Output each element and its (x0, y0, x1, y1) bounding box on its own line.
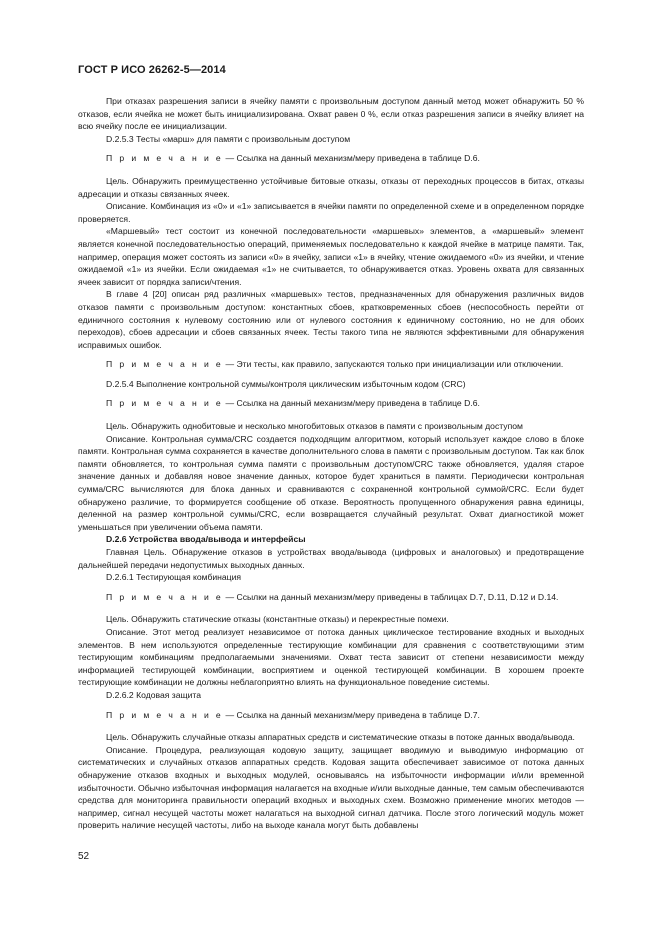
section-heading-d261: D.2.6.1 Тестирующая комбинация (106, 572, 242, 583)
paragraph: Описание. Контрольная сумма/CRC создается подходящим алгоритмом, который использует каждое слово в блоке памяти. Контрольная сумма сохраняется в качестве дополнительного слова в памяти с произвольным доступом. Так как блок памяти обновляется, то контрольная сумма памяти с произвольным доступом/CRC также обновляется, удаляя старое значение данных и добавляя новое значение данных, которое будет храниться в памяти. Периодически контрольная сумма/CRC вычисляются для блока данных и сравниваются с сохраненной контрольной суммой/CRC. Если будет обнаружено различие, то формируется сообщение об отказе. Вероятность пропущенного обнаружения равна единицы, деленной на размер контрольной суммы/CRC, если возвращается случайный результат. Охват диагностикой может уменьшаться при увеличении объема памяти. (78, 433, 584, 532)
paragraph: Описание. Процедура, реализующая кодовую защиту, защищает вводимую и выводимую информацию от систематических и случайных отказов аппаратных средств. Кодовая защита обеспечивает зависимое от потока данных обнаружение отказов входных и выходных модулей, основываясь на избыточности информации и/или временной избыточности. Обычно избыточная информация налагается на входные и/или выходные данные, тем самым обеспечиваются средства для мониторинга правильности операций входных и выходных схем. Возможно применение многих методов — например, сигнал несущей частоты может налагаться на выходной сигнал датчика. После этого логический модуль может проверить наличие несущей частоты, либо на выходе канала могут быть добавлены (78, 744, 584, 831)
note-text: — Ссылки на данный механизм/меру приведены в таблицах D.7, D.11, D.12 и D.14. (223, 591, 559, 602)
document-header: ГОСТ Р ИСО 26262-5—2014 (78, 64, 226, 76)
note-text: — Эти тесты, как правило, запускаются только при инициализации или отключении. (223, 359, 564, 370)
note-label: П р и м е ч а н и е (106, 591, 224, 602)
page-number: 52 (78, 851, 90, 862)
paragraph: При отказах разрешения записи в ячейку памяти с произвольным доступом данный метод может обнаружить 50 % отказов, если ячейка не может быть инициализирована. Охват равен 0 %, если отказ разрешения записи в ячейку влияет на всю ячейку после ее инициализации. (78, 96, 584, 132)
note (78, 152, 584, 165)
note-text: — Ссылка на данный механизм/меру приведена в таблице D.6. (223, 398, 480, 409)
note-label: П р и м е ч а н и е (106, 359, 224, 370)
section-heading-d26: D.2.6 Устройства ввода/вывода и интерфейсы (106, 534, 306, 545)
section-heading-d254: D.2.5.4 Выполнение контрольной суммы/контроля циклическим избыточным кодом (CRC) (106, 378, 466, 389)
paragraph: Главная Цель. Обнаружение отказов в устройствах ввода/вывода (цифровых и аналоговых) и предотвращение дальнейшей передачи недопустимых выходных данных. (78, 547, 584, 570)
paragraph: Цель. Обнаружить однобитовые и несколько многобитовых отказов в памяти с произвольным доступом (106, 421, 523, 432)
paragraph: В главе 4 [20] описан ряд различных «маршевых» тестов, предназначенных для обнаружения различных видов отказов памяти с произвольным доступом: константных сбоев, кратковременных сбоев (неспособность перейти от единичного состояния к нулевому состоянию или от нулевого состояния к единичному состоянию, но не для обоих переходов), сбоев адресации и сбоев связанных ячеек. Тесты такого типа не являются эффективными для обнаружения исправимых ошибок. (78, 289, 584, 350)
paragraph: Описание. Комбинация из «0» и «1» записывается в ячейки памяти по определенной схеме и в определенном порядке проверяется. (78, 201, 584, 224)
section-heading-d253: D.2.5.3 Тесты «марш» для памяти с произвольным доступом (106, 133, 351, 144)
note (78, 397, 584, 410)
note-label: П р и м е ч а н и е (106, 153, 224, 164)
note (78, 591, 584, 604)
paragraph: Цель. Обнаружить статические отказы (константные отказы) и перекрестные помехи. (106, 614, 449, 625)
note (78, 358, 584, 371)
paragraph: Описание. Этот метод реализует независимое от потока данных циклическое тестирование входных и выходных элементов. В нем используются определенные тестирующие комбинации для сравнения с соответствующими этим тестирующим комбинациям предполагаемыми значениями. Охват теста зависит от степени независимости между информацией тестирующей комбинации, восприятием и оценкой тестирующей комбинации. В хорошем проекте тестирующие комбинации не должны неблагоприятно влиять на функциональное поведение системы. (78, 626, 584, 688)
note-label: П р и м е ч а н и е (106, 398, 224, 409)
page-body (78, 95, 584, 832)
note-text: — Ссылка на данный механизм/меру приведена в таблице D.6. (223, 153, 480, 164)
paragraph: Цель. Обнаружить случайные отказы аппаратных средств и систематические отказы в потоке данных ввода/вывода. (106, 732, 575, 743)
paragraph: «Маршевый» тест состоит из конечной последовательности «маршевых» элементов, а «маршевый» элемент является конечной последовательностью операций, применяемых последовательно к каждой ячейке в матрице памяти. Так, например, операция может состоять из записи «0» в ячейку, записи «1» в ячейку, чтение ожидаемого «0» из ячейки, и чтение ожидаемой «1» из ячейки. Если ожидаемая «1» не считывается, то обнаруживается отказ. Уровень охвата для связанных ячеек зависит от порядка записи/чтения. (78, 226, 584, 287)
note-text: — Ссылка на данный механизм/меру приведена в таблице D.7. (223, 709, 480, 720)
paragraph: Цель. Обнаружить преимущественно устойчивые битовые отказы, отказы от переходных процессов в битах, отказы адресации и отказы связанных ячеек. (78, 175, 584, 199)
note (78, 709, 584, 722)
section-heading-d262: D.2.6.2 Кодовая защита (106, 689, 201, 700)
note-label: П р и м е ч а н и е (106, 709, 224, 720)
